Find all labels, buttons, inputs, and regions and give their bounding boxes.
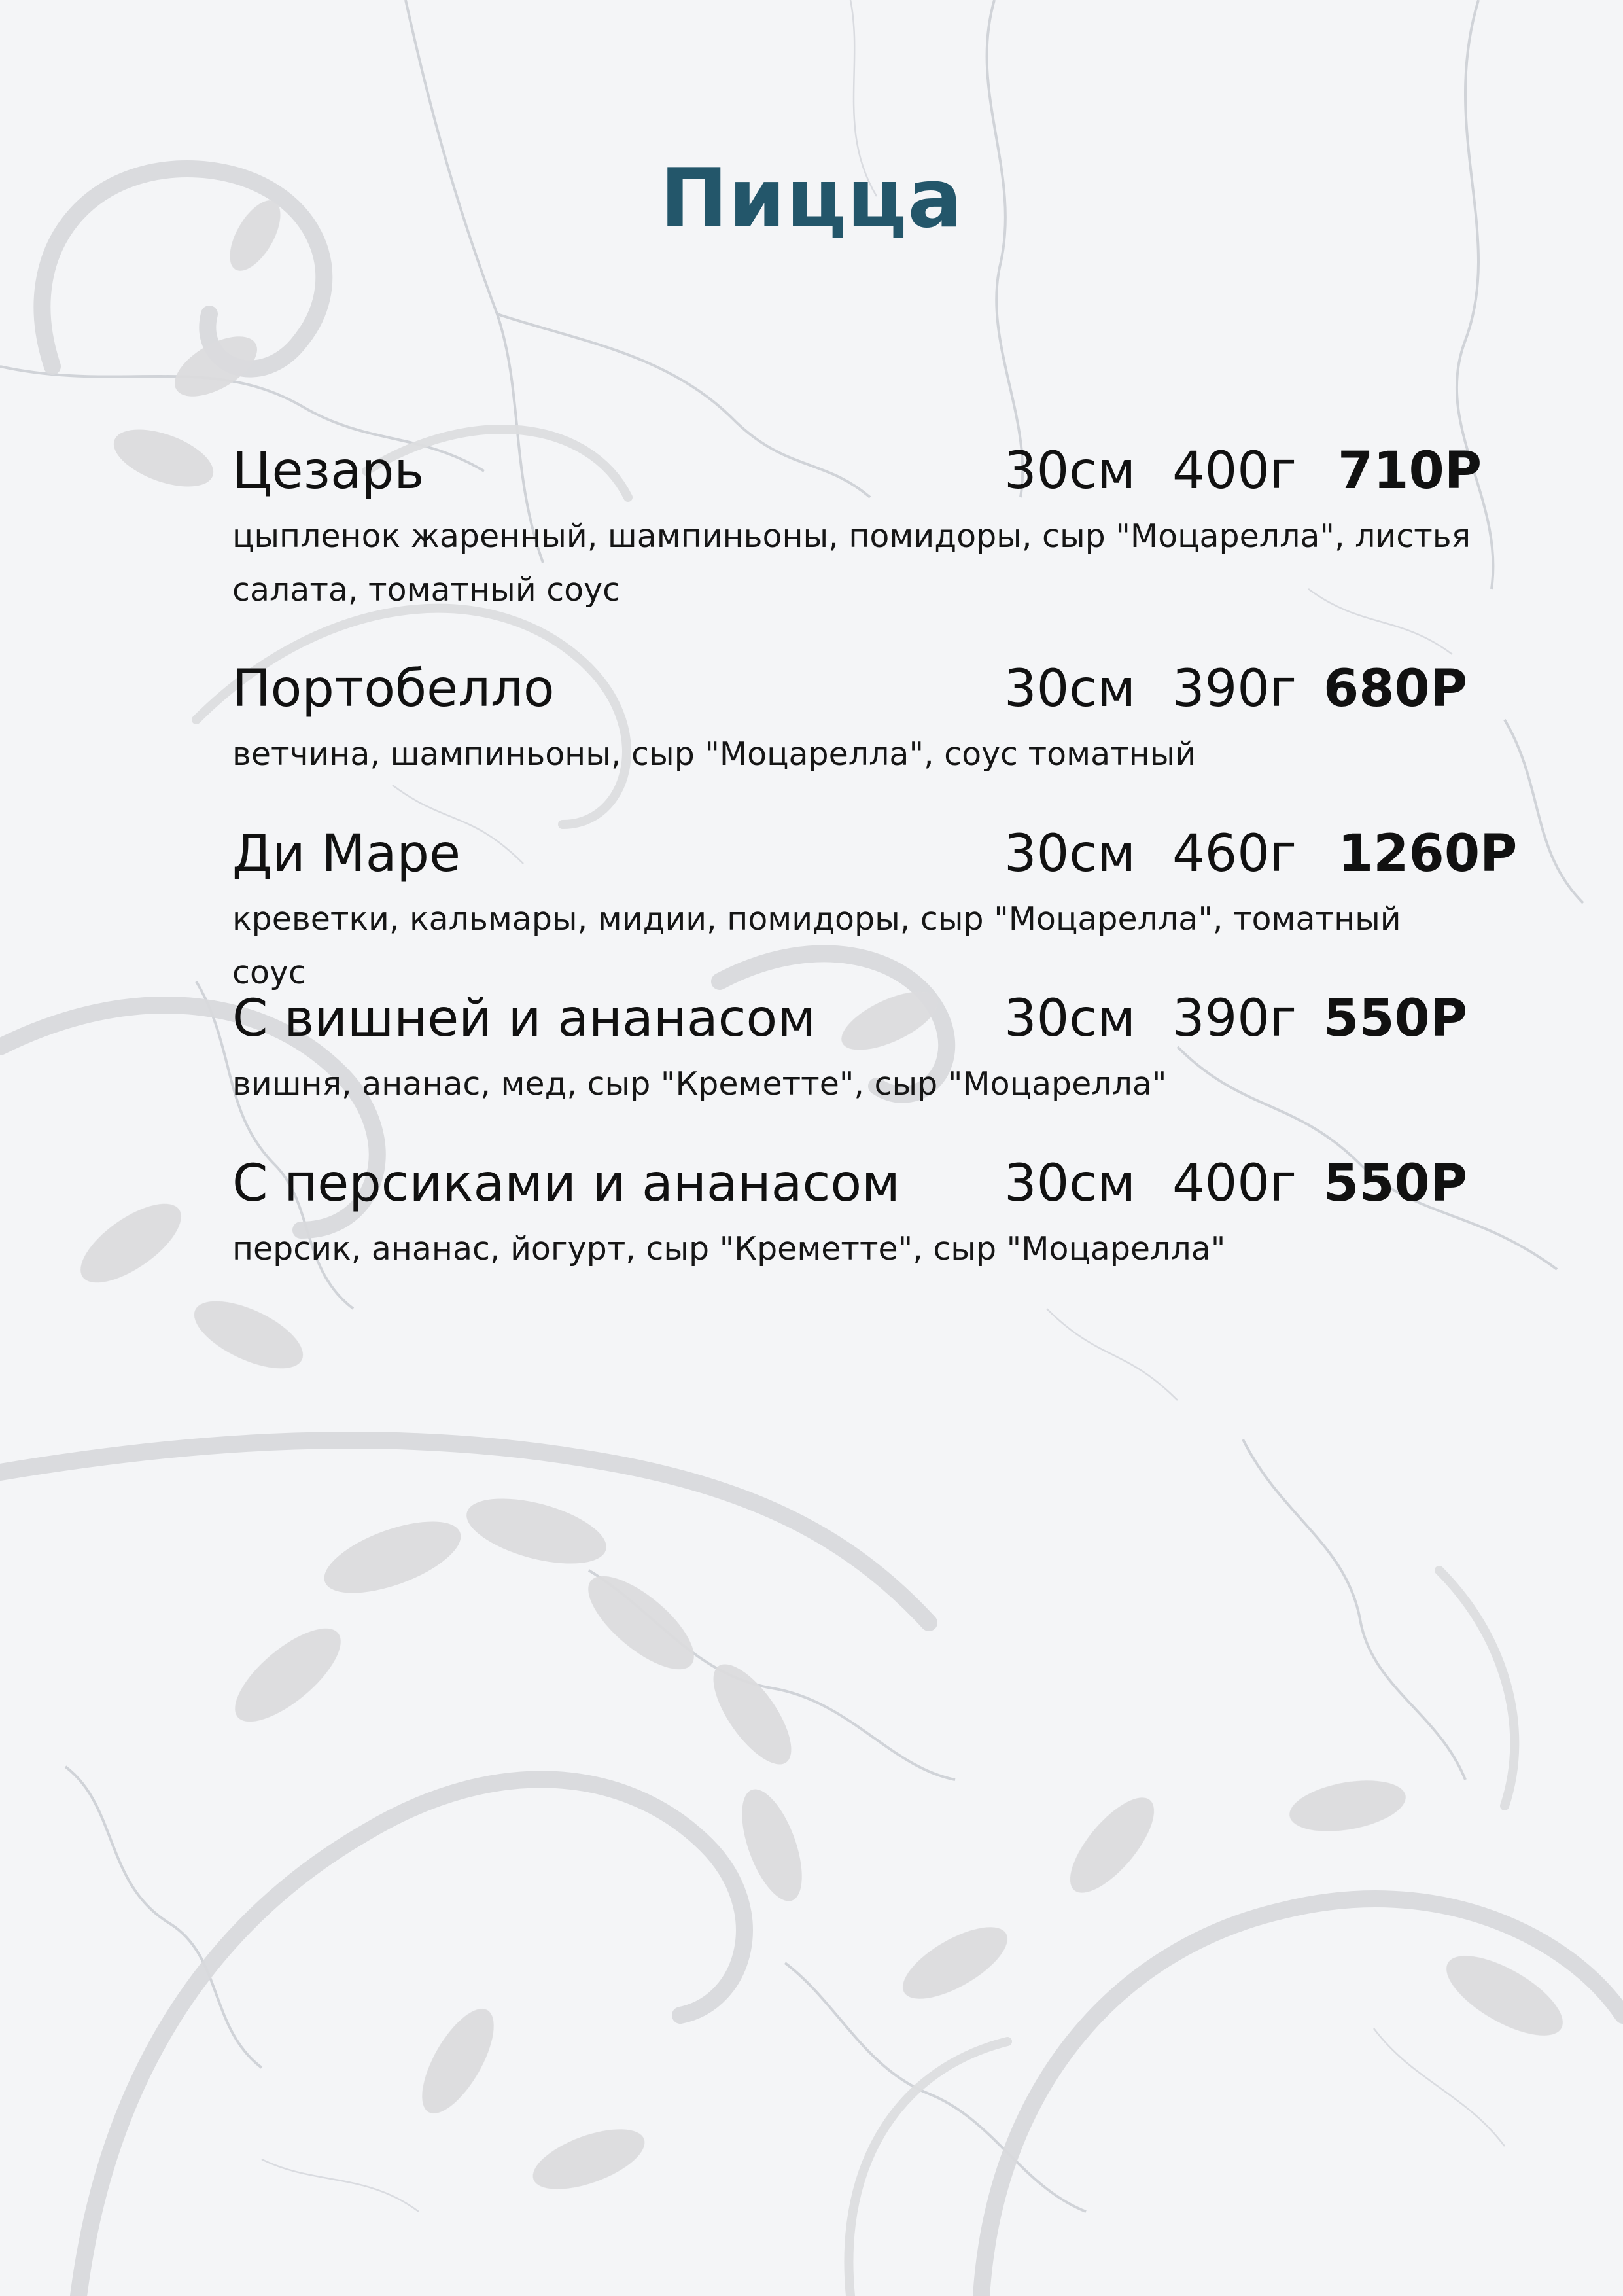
item-weight: 460г (1172, 824, 1297, 883)
item-name: Портобелло (232, 660, 555, 718)
item-price: 550Р (1323, 989, 1467, 1048)
item-name: С персиками и ананасом (232, 1154, 900, 1213)
menu-item (232, 435, 1541, 617)
page-title: Пицца (659, 152, 964, 246)
item-description: цыпленок жаренный, шампиньоны, помидоры, сыр "Моцарелла", листья салата, томатный соус (232, 518, 1471, 609)
item-weight: 400г (1172, 1154, 1297, 1213)
item-size: 30см (1004, 989, 1136, 1048)
menu-item (232, 818, 1541, 1000)
menu-item (232, 1148, 1541, 1276)
item-weight: 390г (1172, 660, 1297, 718)
item-description: ветчина, шампиньоны, сыр "Моцарелла", соус томатный (232, 735, 1196, 773)
item-size: 30см (1004, 824, 1136, 883)
item-price: 710Р (1338, 442, 1482, 501)
menu-item (232, 983, 1541, 1111)
item-size: 30см (1004, 660, 1136, 718)
item-size: 30см (1004, 442, 1136, 501)
item-description: креветки, кальмары, мидии, помидоры, сыр "Моцарелла", томатный соус (232, 900, 1401, 991)
item-price: 1260Р (1338, 824, 1518, 883)
item-weight: 400г (1172, 442, 1297, 501)
item-name: Цезарь (232, 442, 425, 501)
item-name: С вишней и ананасом (232, 989, 816, 1048)
item-description: персик, ананас, йогурт, сыр "Креметте", сыр "Моцарелла" (232, 1230, 1226, 1267)
item-weight: 390г (1172, 989, 1297, 1048)
item-name: Ди Маре (232, 824, 461, 883)
item-description: вишня, ананас, мед, сыр "Креметте", сыр "Моцарелла" (232, 1065, 1167, 1103)
item-price: 680Р (1323, 660, 1467, 718)
item-size: 30см (1004, 1154, 1136, 1213)
menu-item (232, 653, 1541, 781)
item-price: 550Р (1323, 1154, 1467, 1213)
